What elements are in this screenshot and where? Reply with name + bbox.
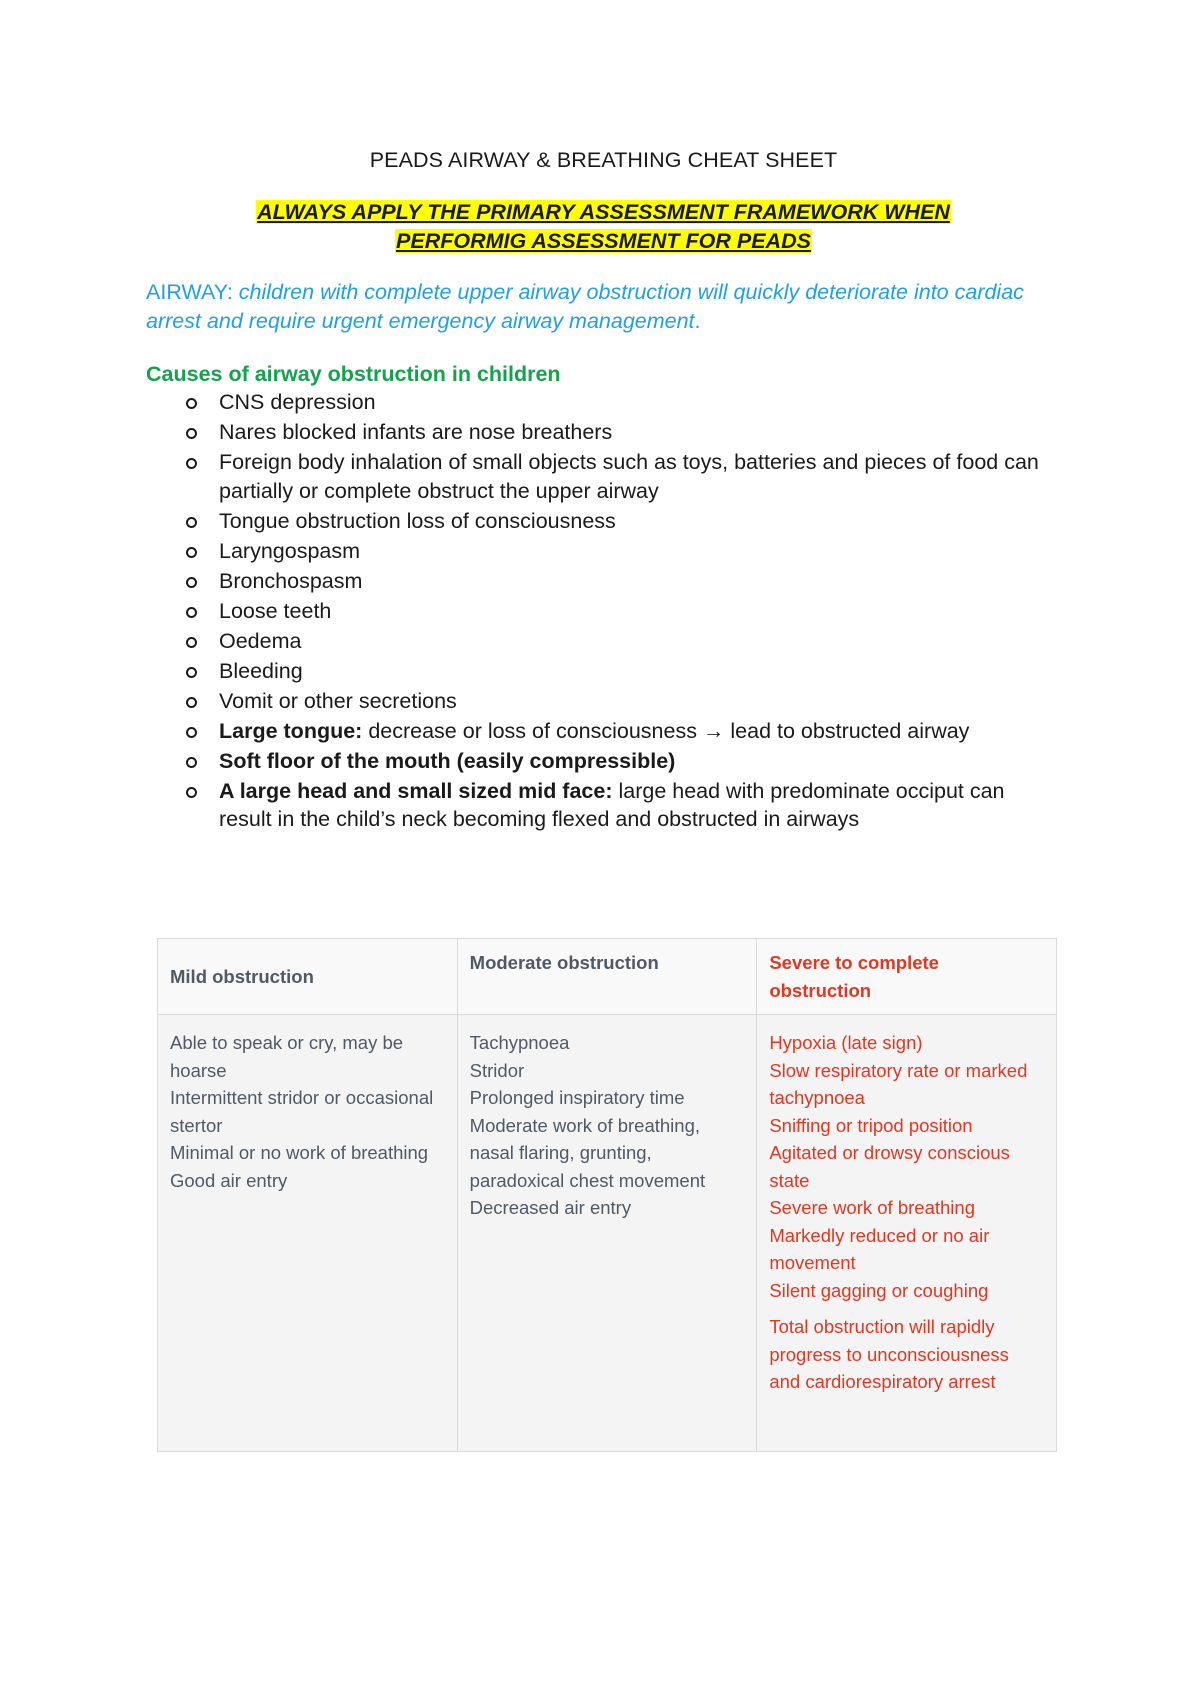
list-item: Nares blocked infants are nose breathers xyxy=(186,418,1061,447)
circle-bullet-icon xyxy=(186,667,197,678)
assessment-banner xyxy=(146,198,1061,255)
header-severe: Severe to complete obstruction xyxy=(757,939,1057,1015)
circle-bullet-icon xyxy=(186,787,197,798)
circle-bullet-icon xyxy=(186,607,197,618)
circle-bullet-icon xyxy=(186,398,197,409)
list-item: Tongue obstruction loss of consciousness xyxy=(186,507,1061,536)
list-item: Bronchospasm xyxy=(186,567,1061,596)
list-item: Laryngospasm xyxy=(186,537,1061,566)
cell-moderate: Tachypnoea Stridor Prolonged inspiratory time Moderate work of breathing, nasal flaring, grunting, paradoxical chest movement Decreased air entry xyxy=(457,1015,757,1452)
causes-list xyxy=(146,388,1061,834)
list-item: Soft floor of the mouth (easily compressible) xyxy=(186,747,1061,776)
list-item: Foreign body inhalation of small objects such as toys, batteries and pieces of food can partially or complete obstruct the upper airway xyxy=(186,448,1061,505)
list-item: Oedema xyxy=(186,627,1061,656)
document-page xyxy=(146,138,1061,835)
airway-label: AIRWAY: xyxy=(146,280,233,304)
circle-bullet-icon xyxy=(186,697,197,708)
table-row xyxy=(158,1015,1057,1452)
header-moderate: Moderate obstruction xyxy=(457,939,757,1015)
list-item: Loose teeth xyxy=(186,597,1061,626)
circle-bullet-icon xyxy=(186,517,197,528)
circle-bullet-icon xyxy=(186,577,197,588)
circle-bullet-icon xyxy=(186,547,197,558)
banner-line-2: PERFORMIG ASSESSMENT FOR PEADS xyxy=(396,228,811,253)
banner-line-1: ALWAYS APPLY THE PRIMARY ASSESSMENT FRAMEWORK WHEN xyxy=(257,200,950,224)
severe-note: Total obstruction will rapidly progress to unconsciousness and cardiorespiratory arrest xyxy=(769,1316,1009,1392)
obstruction-severity-table xyxy=(157,938,1057,1452)
cell-severe: Hypoxia (late sign) Slow respiratory rate or marked tachypnoea Sniffing or tripod position Agitated or drowsy conscious state Severe work of breathing Markedly reduced or no air movement Silent gagging or coughing Total obstruction will rapidly progress to unconsciousness and cardiorespiratory arrest xyxy=(757,1015,1057,1452)
page-title: PEADS AIRWAY & BREATHING CHEAT SHEET xyxy=(369,148,838,172)
circle-bullet-icon xyxy=(186,637,197,648)
list-item: Bleeding xyxy=(186,657,1061,686)
circle-bullet-icon xyxy=(186,428,197,439)
list-item: CNS depression xyxy=(186,388,1061,417)
list-item: Vomit or other secretions xyxy=(186,687,1061,716)
circle-bullet-icon xyxy=(186,458,197,469)
header-mild: Mild obstruction xyxy=(158,939,458,1015)
airway-period: . xyxy=(694,308,701,333)
airway-text: children with complete upper airway obstruction will quickly deteriorate into cardiac arrest and require urgent emergency airway management xyxy=(146,280,1024,333)
circle-bullet-icon xyxy=(186,757,197,768)
list-item: Large tongue: decrease or loss of consciousness → lead to obstructed airway xyxy=(186,717,1061,746)
causes-heading: Causes of airway obstruction in children xyxy=(146,362,561,386)
airway-paragraph xyxy=(146,278,1061,335)
table-header-row xyxy=(158,939,1057,1015)
circle-bullet-icon xyxy=(186,727,197,738)
cell-mild: Able to speak or cry, may be hoarse Intermittent stridor or occasional stertor Minimal or no work of breathing Good air entry xyxy=(158,1015,458,1452)
list-item: A large head and small sized mid face: large head with predominate occiput can result in the child’s neck becoming flexed and obstructed in airways xyxy=(186,777,1061,834)
